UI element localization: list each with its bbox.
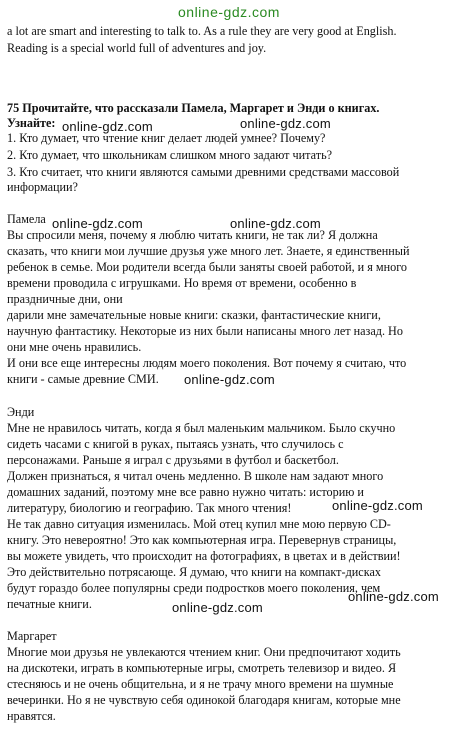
pamela-line: научную фантастику. Некоторые из них были написаны много лет назад. Но	[7, 324, 403, 338]
watermark: online-gdz.com	[332, 498, 423, 513]
andy-line: домашних заданий, поэтому мне все равно нужно читать: историю и	[7, 485, 364, 499]
pamela-line: праздничные дни, они	[7, 292, 123, 306]
watermark-top: online-gdz.com	[178, 4, 280, 20]
margaret-line: на дискотеки, играть в компьютерные игры, смотреть телевизор и видео. Я	[7, 661, 397, 675]
pamela-line: ребенок в семье. Мои родители всегда были заняты своей работой, и я много	[7, 260, 408, 274]
speaker-name-andy: Энди	[7, 405, 35, 419]
margaret-line: вечеринки. Но я не чувствую себя одинокой благодаря книгам, которые мне	[7, 693, 401, 707]
andy-line: сидеть часами с книгой в руках, пытаясь узнать, что случилось с	[7, 437, 344, 451]
intro-line: a lot are smart and interesting to talk to. As a rule they are very good at English.	[7, 24, 397, 38]
speaker-name-margaret: Маргарет	[7, 629, 57, 643]
speaker-name-pamela: Памела	[7, 212, 46, 226]
andy-line: Мне не нравилось читать, когда я был маленьким мальчиком. Было скучно	[7, 421, 396, 435]
pamela-line: книги - самые древние СМИ.	[7, 372, 159, 386]
andy-line: книгу. Это невероятно! Это как компьютерная игра. Перевернув страницы,	[7, 533, 397, 547]
watermark: online-gdz.com	[52, 216, 143, 231]
find-label: Узнайте:	[7, 116, 56, 130]
watermark: online-gdz.com	[184, 372, 275, 387]
watermark: online-gdz.com	[240, 116, 331, 131]
question: 1. Кто думает, что чтение книг делает людей умнее? Почему?	[7, 131, 326, 145]
margaret-line: стесняюсь и не очень общительна, и я не трачу много времени на шумные	[7, 677, 394, 691]
pamela-line: И они все еще интересны людям моего поколения. Вот почему я считаю, что	[7, 356, 407, 370]
intro-line: Reading is a special world full of adventures and joy.	[7, 41, 267, 55]
margaret-line: Многие мои друзья не увлекаются чтением книг. Они предпочитают ходить	[7, 645, 401, 659]
pamela-line: дарили мне замечательные новые книги: сказки, фантастические книги,	[7, 308, 381, 322]
pamela-line: времени проводила с игрушками. Но время от времени, особенно в	[7, 276, 357, 290]
watermark: online-gdz.com	[172, 600, 263, 615]
question: 2. Кто думает, что школьникам слишком много задают читать?	[7, 148, 333, 162]
andy-line: Это действительно потрясающе. Я думаю, что книги на компакт-дисках	[7, 565, 381, 579]
andy-line: печатные книги.	[7, 597, 92, 611]
question: информации?	[7, 180, 78, 194]
andy-line: Должен признаться, я читал очень медленно. В школе нам задают много	[7, 469, 384, 483]
watermark: online-gdz.com	[230, 216, 321, 231]
andy-line: литературу, биологию и географию. Так много чтения!	[7, 501, 292, 515]
andy-line: будут гораздо более популярны среди подростков моего поколения, чем	[7, 581, 381, 595]
watermark: online-gdz.com	[62, 119, 153, 134]
pamela-line: сказать, что книги мои лучшие друзья уже много лет. Знаете, я единственный	[7, 244, 410, 258]
pamela-line: Вы спросили меня, почему я люблю читать книги, не так ли? Я должна	[7, 228, 378, 242]
question: 3. Кто считает, что книги являются самыми древними средствами массовой	[7, 165, 400, 179]
margaret-line: нравятся.	[7, 709, 56, 723]
andy-line: персонажами. Раньше я играл с друзьями в футбол и баскетбол.	[7, 453, 339, 467]
andy-line: Не так давно ситуация изменилась. Мой отец купил мне мою первую CD-	[7, 517, 391, 531]
exercise-title: 75 Прочитайте, что рассказали Памела, Маргарет и Энди о книгах.	[7, 101, 380, 115]
pamela-line: они мне очень нравились.	[7, 340, 142, 354]
watermark: online-gdz.com	[348, 589, 439, 604]
andy-line: вы можете увидеть, что происходит на фотографиях, в цветах и в действии!	[7, 549, 401, 563]
